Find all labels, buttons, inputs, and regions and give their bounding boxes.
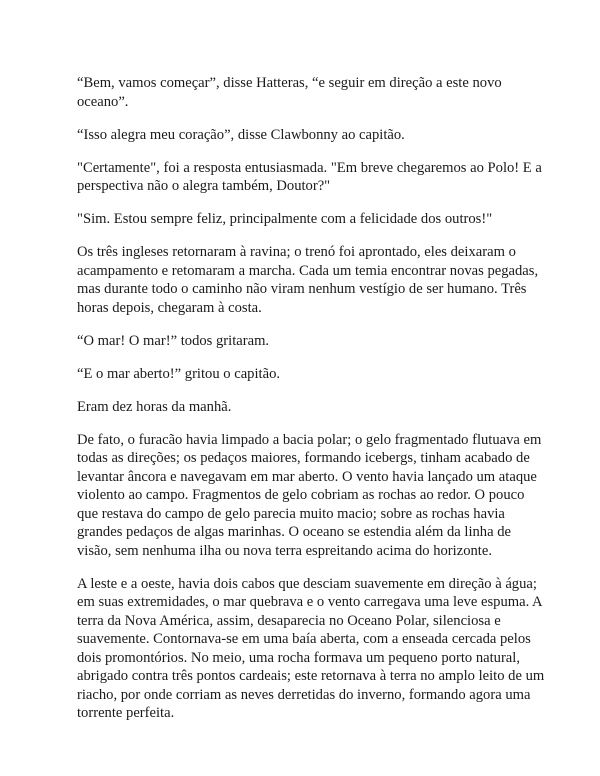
paragraph: De fato, o furacão havia limpado a bacia polar; o gelo fragmentado flutuava em todas as direções; os pedaços maiores, formando icebergs, tinham acabado de levantar âncora e navegavam em mar aberto. O vento havia lançado um ataque violento ao campo. Fragmentos de gelo cobriam as rochas ao redor. O pouco que restava do campo de gelo parecia muito macio; sobre as rochas havia grandes pedaços de algas marinhas. O oceano se estendia além da linha de visão, sem nenhuma ilha ou nova terra espreitando acima do horizonte. [77,431,542,559]
paragraph: A leste e a oeste, havia dois cabos que desciam suavemente em direção à água; em suas extremidades, o mar quebrava e o vento carregava uma leve espuma. A terra da Nova América, assim, desaparecia no Oceano Polar, silenciosa e suavemente. Contornava-se em uma baía aberta, com a enseada cercada pelos dois promontórios. No meio, uma rocha formava um pequeno porto natural, abrigado contra três pontos cardeais; este retornava à terra no amplo leito de um riacho, por onde corriam as neves derretidas do inverno, formando agora uma torrente perfeita. [77,575,545,721]
paragraph: "Sim. Estou sempre feliz, principalmente com a felicidade dos outros!" [77,211,493,227]
paragraph: Os três ingleses retornaram à ravina; o trenó foi aprontado, eles deixaram o acampamento e retomaram a marcha. Cada um temia encontrar novas pegadas, mas durante todo o caminho não viram nenhum vestígio de ser humano. Três horas depois, chegaram à costa. [77,244,539,316]
document-page [77,74,547,737]
paragraph: Eram dez horas da manhã. [77,398,232,415]
paragraph: “E o mar aberto!” gritou o capitão. [77,365,281,382]
paragraph: “Isso alegra meu coração”, disse Clawbonny ao capitão. [77,126,405,143]
paragraph: “O mar! O mar!” todos gritaram. [77,332,270,349]
paragraph: “Bem, vamos começar”, disse Hatteras, “e seguir em direção a este novo oceano”. [77,75,502,110]
paragraph: "Certamente", foi a resposta entusiasmada. "Em breve chegaremos ao Polo! E a perspectiva não o alegra também, Doutor?" [77,159,542,194]
